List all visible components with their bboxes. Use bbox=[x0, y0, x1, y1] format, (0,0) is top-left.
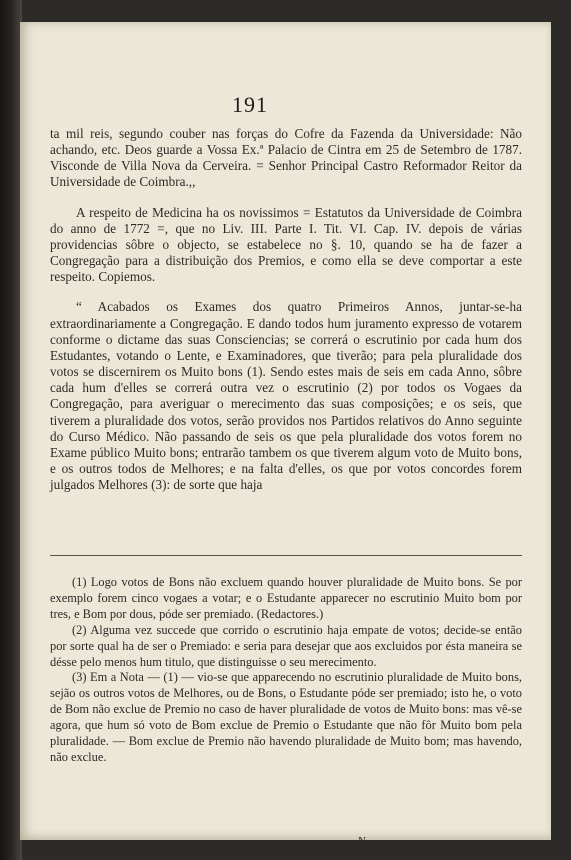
page-number: 191 bbox=[232, 92, 268, 117]
body-paragraph-2: A respeito de Medicina ha os novissimos = Estatutos da Universidade de Coimbra do anno de 1772 =, que no Liv. III. Parte I. Tit. VI. Cap. IV. depois de várias providencias sôbre o objecto, se estabelece no §. 10, quando se ha de fazer a Congregação para a distribuição dos Premios, e como ella se deve comportar a este respeito. Copiemos. bbox=[50, 204, 522, 285]
footnote-3: (3) Em a Nota — (1) — vio-se que apparecendo no escrutinio pluralidade de Muito bons, sejão os outros votos de Melhores, ou de Bons, o Estudante póde ser premiado; isto he, o voto de Bom não exclue de Premio no caso de haver pluralidade de votos de Muito bons: mas vê-se agora, que hum só voto de Bom exclue de Premio o Estudante que não fôr Muito bom pela pluralidade. — Bom exclue de Premio não havendo pluralidade de Muito bom; mas havendo, não exclue. bbox=[50, 670, 522, 764]
main-text bbox=[50, 126, 522, 493]
body-paragraph-3-quote: “ Acabados os Exames dos quatro Primeiros Annos, juntar-se-ha extraordinariamente a Congregação. E dando todos hum juramento expresso de votarem conforme o dictame das suas Consciencias; se correrá o escrutinio por cada hum dos Estudantes, votando o Lente, e Examinadores, que tiverão; para pela pluralidade dos votos se discernirem os Muito bons (1). Sendo estes mais de seis em cada Anno, sôbre cada hum d'elles se correrá outra vez o escrutinio (2) por todos os Vogaes da Congregação, para averiguar o merecimento das suas composições; e os seis, que tiverem a pluralidade dos votos, serão providos nos Partidos relativos do Anno seguinte do Curso Médico. Não passando de seis os que pela pluralidade dos votos forem no Exame público Muito bons; entrarão tambem os que tiverem algum voto de Muito bons, e os outros todos de Melhores; e na falta d'elles, os que por votos concordes forem julgados Melhores (3): de sorte que haja bbox=[50, 299, 522, 493]
footnote-1: (1) Logo votos de Bons não excluem quando houver pluralidade de Muito bons. Se por exemplo forem cinco vogaes a votar; e o Estudante apparecer no escrutinio Muito bom por tres, e Bom por dous, póde ser premiado. (Redactores.) bbox=[50, 575, 522, 621]
footnote-2: (2) Alguma vez succede que corrido o escrutinio haja empate de votos; decide-se então por sorte qual ha de ser o Premiado: e seria para desejar que aos excluidos por ésta maneira se désse pelo menos hum titulo, que distinguisse o seu merecimento. bbox=[50, 622, 522, 669]
signature-mark: N bbox=[358, 835, 366, 847]
book-spine bbox=[0, 0, 22, 860]
footnote-divider bbox=[50, 555, 522, 556]
footnotes bbox=[50, 575, 522, 766]
book-page bbox=[20, 22, 551, 847]
body-paragraph-1: ta mil reis, segundo couber nas forças do Cofre da Fazenda da Universidade: Não achando, etc. Deos guarde a Vossa Ex.ª Palacio de Cintra em 25 de Setembro de 1787. Visconde de Villa Nova da Cerveira. = Senhor Principal Castro Reformador Reitor da Universidade de Coimbra.,, bbox=[50, 126, 522, 190]
